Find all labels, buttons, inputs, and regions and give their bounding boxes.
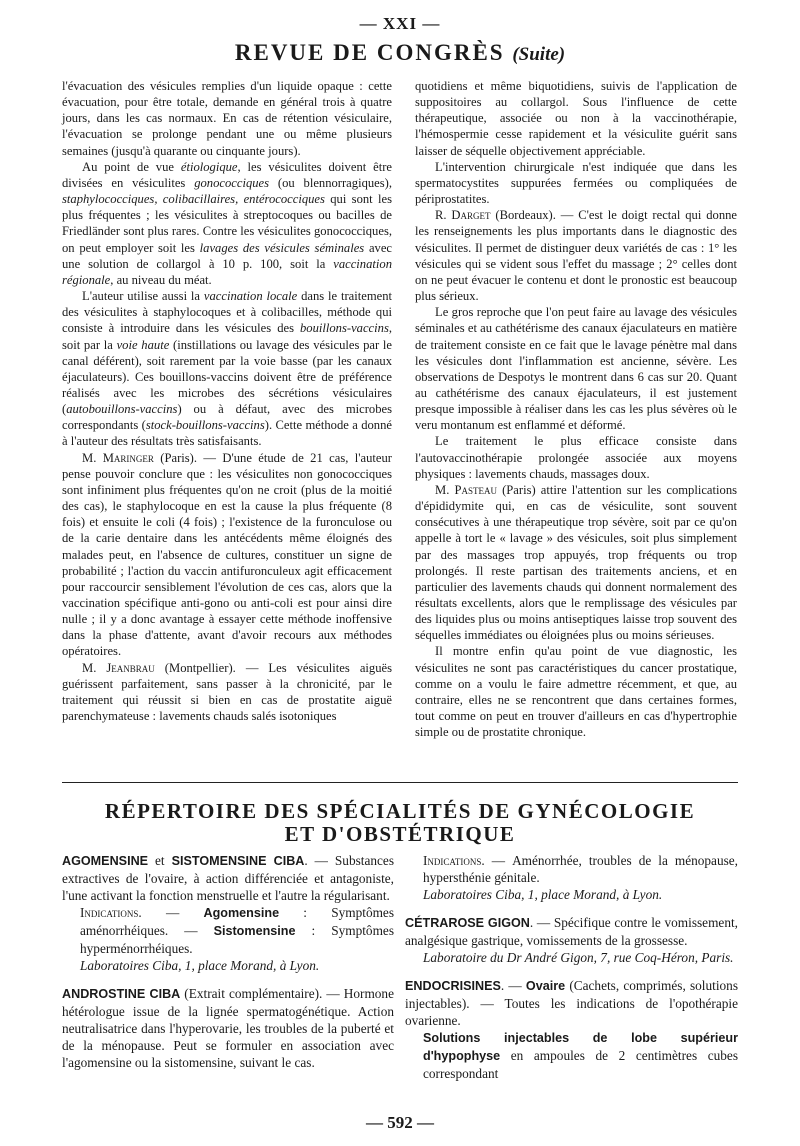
paragraph: L'auteur utilise aussi la vaccination locale dans le traitement des vésiculites à staphylocoques et à colibacilles, méthode qui consiste à introduire dans les vésicules des bouillons-vaccins, soit par la voie haute (instillations ou lavage des vésicules par le canal déférent), soit rarement par la voie basse (par les canaux éjaculateurs). Ces bouillons-vaccins doivent être de préférence réalisés avec les microbes des sécrétions vésiculaires (autobouillons-vaccins) ou à défaut, avec des microbes correspondants (stock-bouillons-vaccins). Cette méthode a donné à l'auteur des résultats très satisfaisants. (62, 289, 393, 449)
author-name: R. Darget (435, 208, 491, 223)
left-column (62, 78, 392, 724)
paragraph: Le traitement le plus efficace consiste dans l'autovaccinothérapie prolongée associée aux moyens physiques : lavements chauds, massages doux. (415, 434, 737, 481)
entry-cetrarose: CÉTRAROSE GIGON. — Spécifique contre le vomissement, analgésique gastrique, vomissements de la grossesse. Laboratoire du Dr André Gigon, 7, rue Coq-Héron, Paris. (405, 915, 738, 965)
paragraph: Le gros reproche que l'on peut faire au lavage des vésicules séminales et au cathétérisme des canaux éjaculateurs en matière de traitement consiste en ce fait que le lavage pénètre mal dans les vésicules dont l'inflammation est ancienne, sévère. Les observations de Despotys le montrent dans 6 cas sur 20. Quant au cathétérisme des canaux éjaculateurs, il est justement presque impossible à réaliser dans les cas les plus sévères où le veru montanum est enflammé et déformé. (415, 305, 737, 433)
repertoire-right-column (405, 852, 738, 1093)
paragraph: L'intervention chirurgicale n'est indiquée que dans les spermatocystites suppurées fermées ou compliquées de périprostatites. (415, 159, 737, 207)
section-divider (62, 782, 738, 783)
entry-androstine: ANDROSTINE CIBA (Extrait complémentaire). — Hormone hétérologue issue de la lignée spermatogénétique. Action neutralisatrice dans l'hyperovarie, les troubles de la puberté et de la ménopause. Peut se formuler en association avec l'agomensine ou la sistomensine, suivant le cas. (62, 986, 394, 1070)
author-name: M. Jeanbrau (82, 660, 155, 675)
author-name: M. Pasteau (435, 482, 497, 497)
entry-indications: Indications. — Aménorrhée, troubles de la ménopause, hypersthénie génitale. Laboratoires Ciba, 1, place Morand, à Lyon. (405, 852, 738, 903)
paragraph: Il montre enfin qu'au point de vue diagnostic, les vésiculites ne sont pas caractéristiques du cancer prostatique, comme on a voulu le faire admettre récemment, et que, au contraire, elles ne se rencontrent que dans certaines formes, tout comme on peut en trouver d'ailleurs en cas d'hypertrophie simple ou de prostatite chronique. (415, 644, 737, 740)
paragraph: M. Maringer (Paris). — D'une étude de 21 cas, l'auteur pense pouvoir conclure que : les vésiculites non gonococciques sont infiniment plus fréquentes qu'on ne croit (plus de la moitié des cas), le staphylocoque en est la cause la plus fréquente (8 fois) et ensuite le coli (4 fois) ; l'existence de la furonculose ou de la carie dentaire dans les antécédents même éloignés des malades peut, en l'absence de cultures, constituer un signe de probabilité ; l'action du vaccin antifuronculeux agit efficacement pour raccourcir sensiblement l'évolution de ces cas, alors que la vaccination spécifique anti-gono ou anti-coli est pour ainsi dire nulle ; il y a donc avantage à essayer cette méthode inoffensive dans la phase d'attente, avant d'avoir recours aux méthodes opératoires. (62, 450, 392, 659)
paragraph: R. Darget (Bordeaux). — C'est le doigt rectal qui donne les renseignements les plus importants dans le diagnostic des vésiculites. Il permet de distinguer deux variétés de cas : 1° les vésicules qui se vident sous l'effet du massage ; 2° celles dont on ne peut évacuer le contenu et dont le pronostic est beaucoup plus sérieux. (415, 208, 737, 304)
paragraph: M. Pasteau (Paris) attire l'attention sur les complications d'épididymite qui, en cas de vésiculite, sont souvent consécutives à une thérapeutique trop sévère, soit par ce qu'on appelle à tort le « lavage » des vésicules, soit plus simplement par des massages trop appuyés, trop fréquents ou trop prolongés. Il reste partisan des traitements anciens, et en particulier des lavements chauds qui donnent normalement des résultats excellents, alors que le remplissage des vésicules par des liquides plus ou moins antiseptiques laisse trop souvent des séquelles immédiates ou éloignées plus ou moins sérieuses. (415, 482, 738, 643)
repertoire-title-line2: ET D'OBSTÉTRIQUE (284, 822, 516, 846)
roman-page-number: — XXI — (359, 14, 441, 33)
paragraph: quotidiens et même biquotidiens, suivis de l'application de suppositoires au collargol. Sous l'influence de cette thérapeutique, associée ou non à la vaccinothérapie, l'hémospermie cesse rapidement et la vésiculite guérit sans laisser de séquelle objectivement appréciable. (415, 79, 737, 158)
section-title-suite: (Suite) (512, 44, 566, 65)
section-title (0, 40, 800, 66)
page-number: — 592 — (366, 1113, 434, 1132)
entry-endocrisines: ENDOCRISINES. — Ovaire (Cachets, comprimés, solutions injectables). — Toutes les indications de l'opothérapie ovarienne. Solutions injectables de lobe supérieur d'hypophyse en ampoules de 2 centimètres cubes correspondant (405, 978, 738, 1081)
repertoire-title (0, 800, 800, 846)
laboratory-address: Laboratoires Ciba, 1, place Morand, à Lyon. (423, 887, 663, 902)
paragraph: l'évacuation des vésicules remplies d'un liquide opaque : cette évacuation, pour être totale, demande en général trois à quatre jours, dans les cas normaux. En cas de rétention vésiculaire, l'évacuation se prolonge pendant une ou même plusieurs semaines (jusqu'à quarante ou cinquante jours). (62, 79, 392, 158)
repertoire-left-column (62, 852, 394, 1082)
section-title-text: REVUE DE CONGRÈS (234, 40, 505, 65)
laboratory-address: Laboratoire du Dr André Gigon, 7, rue Coq-Héron, Paris. (423, 950, 734, 965)
paragraph: M. Jeanbrau (Montpellier). — Les vésiculites aiguës guérissent parfaitement, sans passer à la chronicité, par le traitement qui réussit si bien en cas de prostatite aiguë parenchymateuse : lavements chauds salés isotoniques (62, 660, 392, 724)
repertoire-title-line1: RÉPERTOIRE DES SPÉCIALITÉS DE GYNÉCOLOGIE (104, 799, 696, 823)
author-name: M. Maringer (82, 450, 154, 465)
right-column (415, 78, 737, 740)
entry-agomensine: AGOMENSINE et SISTOMENSINE CIBA. — Substances extractives de l'ovaire, à action différenciée et antagoniste, l'une activant la fonction menstruelle et l'autre la régularisant. Indications. — Agomensine : Symptômes aménorrhéiques. — Sistomensine : Symptômes hyperménorrhéiques. Laboratoires Ciba, 1, place Morand, à Lyon. (62, 853, 395, 973)
paragraph: Au point de vue étiologique, les vésiculites doivent être divisées en vésiculites gonococciques (ou blennorragiques), staphylococciques, colibacillaires, entérococciques qui sont les plus fréquentes ; les vésiculites à streptocoques ou bacilles de Friedländer sont plus rares. Contre les vésiculites gonococciques, on peut employer soit les lavages des vésicules séminales avec une solution de collargol à 10 p. 100, soit la vaccination régionale, au niveau du méat. (62, 159, 393, 287)
laboratory-address: Laboratoires Ciba, 1, place Morand, à Lyon. (80, 958, 320, 973)
